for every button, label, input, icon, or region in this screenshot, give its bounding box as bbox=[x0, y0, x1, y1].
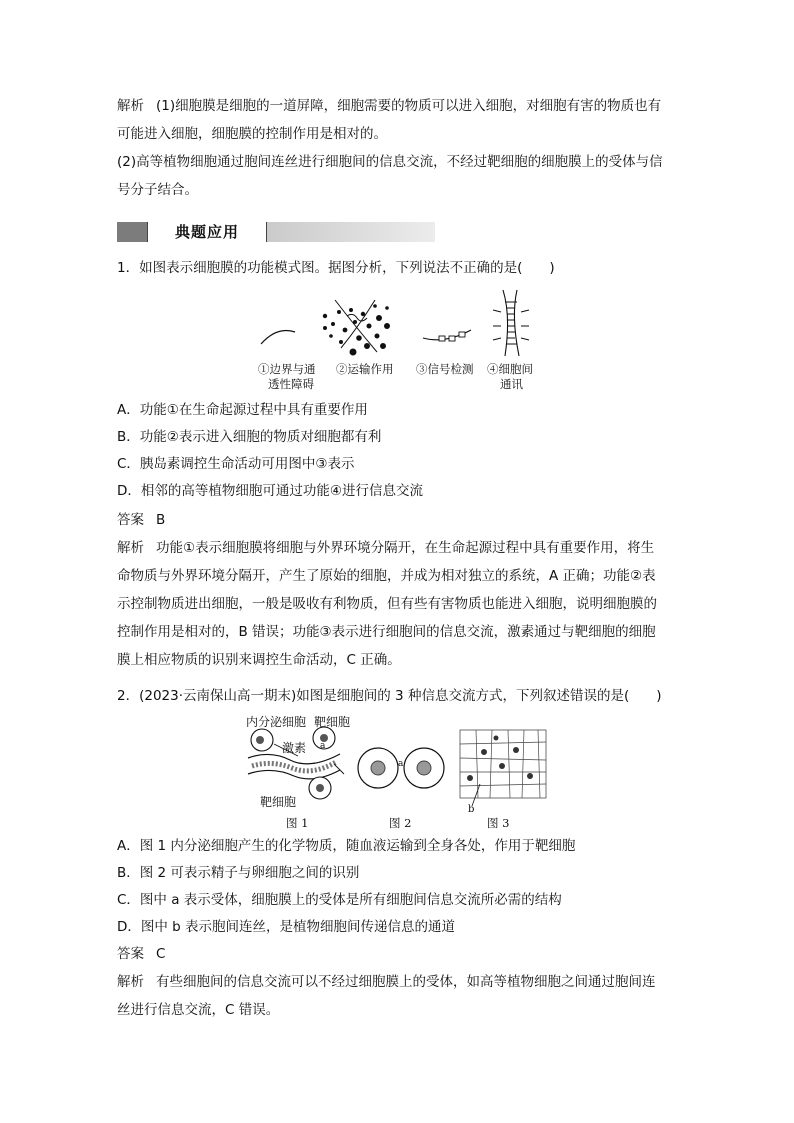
intro-line-1: 解析 (1)细胞膜是细胞的一道屏障，细胞需要的物质可以进入细胞，对细胞有害的物质也有 bbox=[117, 98, 662, 114]
q1-analysis-line-2: 命物质与外界环境分隔开，产生了原始的细胞，并成为相对独立的系统，A 正确；功能②表 bbox=[117, 568, 656, 584]
q1-fig-label-2: ②运输作用 bbox=[336, 362, 394, 376]
q1-option-d: D．相邻的高等植物细胞可通过功能④进行信息交流 bbox=[117, 483, 423, 499]
answer-value: B bbox=[156, 512, 166, 528]
label-b: b bbox=[468, 804, 475, 815]
q1-option-a: A．功能①在生命起源过程中具有重要作用 bbox=[117, 402, 368, 418]
q1-fig-label-1b: 透性障碍 bbox=[268, 377, 314, 391]
q2-option-a: A．图 1 内分泌细胞产生的化学物质，随血液运输到全身各处，作用于靶细胞 bbox=[117, 838, 576, 854]
q2-option-b: B．图 2 可表示精子与卵细胞之间的识别 bbox=[117, 865, 360, 881]
q1-option-c: C．胰岛素调控生命活动可用图中③表示 bbox=[117, 456, 355, 472]
q1-stem: 1．如图表示细胞膜的功能模式图。据图分析，下列说法不正确的是( ) bbox=[117, 260, 555, 276]
q2-fig-caption-2: 图 2 bbox=[389, 816, 412, 830]
signal-detection-diagram bbox=[423, 330, 471, 341]
q2-fig-caption-1: 图 1 bbox=[286, 816, 309, 830]
intro-line-4: 号分子结合。 bbox=[117, 182, 198, 198]
q1-fig-label-3: ③信号检测 bbox=[416, 362, 474, 376]
answer-label: 答案 bbox=[117, 512, 144, 528]
q1-answer bbox=[117, 510, 165, 530]
intro-line-3: (2)高等植物细胞通过胞间连丝进行细胞间的信息交流，不经过靶细胞的细胞膜上的受体与信 bbox=[117, 154, 663, 170]
q1-figure bbox=[255, 286, 555, 366]
answer-value: C bbox=[156, 946, 166, 962]
q2-option-d: D．图中 b 表示胞间连丝，是植物细胞间传递信息的通道 bbox=[117, 919, 456, 935]
q2-analysis-line-2: 丝进行信息交流，C 错误。 bbox=[117, 1002, 280, 1018]
section-header-accent bbox=[117, 222, 147, 242]
section-header bbox=[117, 222, 435, 242]
boundary-membrane-arc bbox=[261, 331, 295, 345]
figure-1-endocrine bbox=[248, 727, 344, 799]
q2-analysis-line-1: 解析 有些细胞间的信息交流可以不经过细胞膜上的受体，如高等植物细胞之间通过胞间连 bbox=[117, 974, 656, 990]
intro-line-2: 可能进入细胞，细胞膜的控制作用是相对的。 bbox=[117, 126, 387, 142]
q2-fig-caption-3: 图 3 bbox=[487, 816, 510, 830]
label-hormone: 激素 bbox=[282, 741, 307, 755]
figure-3-plasmodesmata bbox=[460, 730, 546, 806]
section-title: 典题应用 bbox=[147, 222, 267, 242]
q1-fig-label-4b: 通讯 bbox=[500, 377, 523, 391]
label-endocrine-cell: 内分泌细胞 bbox=[246, 715, 307, 729]
q1-fig-label-4a: ④细胞间 bbox=[487, 362, 533, 376]
q1-analysis-line-3: 示控制物质进出细胞，一般是吸收有利物质，但有些有害物质也能进入细胞，说明细胞膜的 bbox=[117, 596, 657, 612]
analysis-label: 解析 bbox=[117, 974, 144, 990]
q1-analysis-line-1: 解析 功能①表示细胞膜将细胞与外界环境分隔开，在生命起源过程中具有重要作用，将生 bbox=[117, 540, 655, 556]
transport-diagram bbox=[323, 300, 390, 356]
q2-figure bbox=[240, 714, 550, 814]
analysis-label: 解析 bbox=[117, 540, 144, 556]
q1-fig-label-1a: ①边界与通 bbox=[258, 362, 316, 376]
q2-option-c: C．图中 a 表示受体，细胞膜上的受体是所有细胞间信息交流所必需的结构 bbox=[117, 892, 562, 908]
label-target-cell-bottom: 靶细胞 bbox=[260, 795, 297, 809]
q2-stem: 2．(2023·云南保山高一期末)如图是细胞间的 3 种信息交流方式，下列叙述错误的是( ) bbox=[117, 688, 662, 704]
cell-communication-diagram bbox=[493, 290, 529, 356]
analysis-label: 解析 bbox=[117, 98, 144, 114]
label-target-cell-top: 靶细胞 bbox=[314, 715, 351, 729]
label-a-fig1: a bbox=[320, 741, 326, 751]
q2-answer bbox=[117, 944, 165, 964]
q1-analysis-line-4: 控制作用是相对的，B 错误；功能③表示进行细胞间的信息交流，激素通过与靶细胞的细胞 bbox=[117, 624, 656, 640]
label-a-fig2: a bbox=[398, 759, 404, 769]
q1-analysis-line-5: 膜上相应物质的识别来调控生命活动，C 正确。 bbox=[117, 652, 401, 668]
answer-label: 答案 bbox=[117, 946, 144, 962]
q1-option-b: B．功能②表示进入细胞的物质对细胞都有利 bbox=[117, 429, 382, 445]
